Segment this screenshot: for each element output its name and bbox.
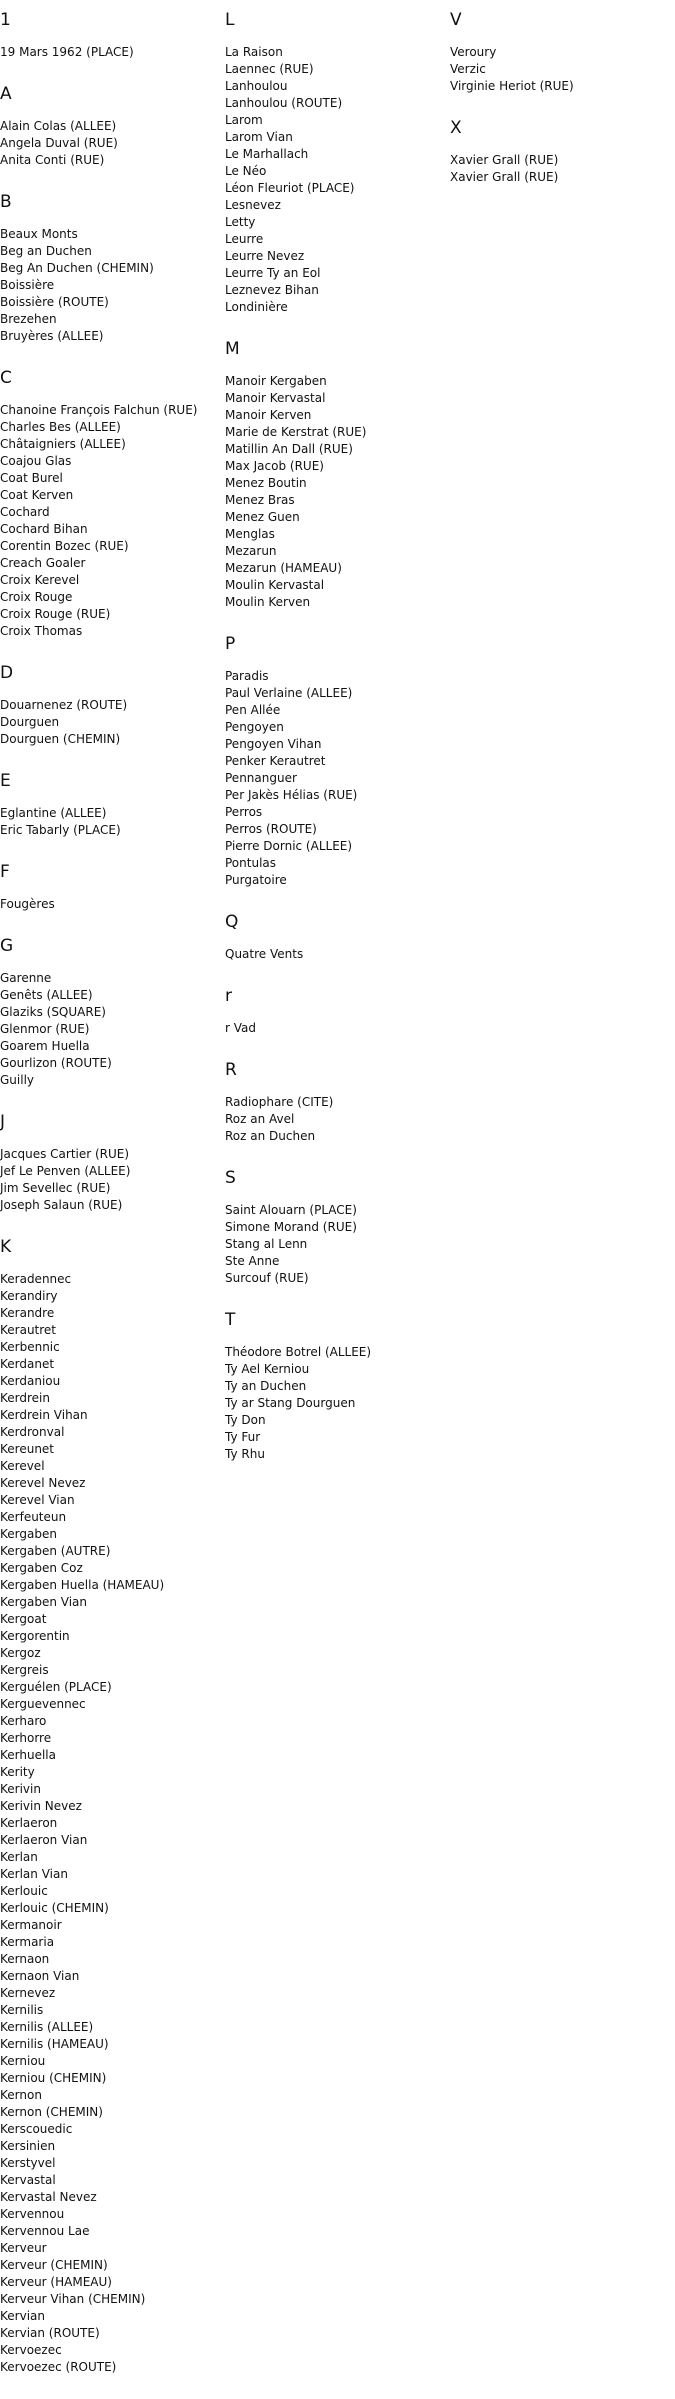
street-list [0, 1271, 225, 2376]
letter-heading: R [225, 1060, 237, 1080]
street-name: Kergoat [0, 1612, 47, 1626]
street-name: Croix Rouge [0, 590, 73, 604]
letter-section [225, 1168, 450, 1287]
street-name: Manoir Kergaben [225, 374, 327, 388]
letter-heading: 1 [0, 10, 11, 30]
street-name: Kerdronval [0, 1425, 65, 1439]
street-name: Kernilis [0, 2003, 44, 2017]
street-name: Kerdrein Vihan [0, 1408, 88, 1422]
street-name: Kergaben Coz [0, 1561, 83, 1575]
street-name: Ty Fur [225, 1430, 261, 1444]
street-name: Kernaon [0, 1952, 50, 1966]
street-name: Mezarun [225, 544, 277, 558]
letter-section [0, 1112, 225, 1214]
street-name: Larom [225, 113, 263, 127]
street-name: Ty Rhu [225, 1447, 265, 1461]
street-name: Ste Anne [225, 1254, 280, 1268]
street-list [225, 946, 450, 963]
street-name: Kerniou (CHEMIN) [0, 2071, 107, 2085]
letter-heading: P [225, 634, 236, 654]
street-name: Coajou Glas [0, 454, 72, 468]
street-name: Perros [225, 805, 263, 819]
street-name: Jef Le Penven (ALLEE) [0, 1164, 131, 1178]
street-name: Croix Thomas [0, 624, 83, 638]
street-name: Kereunet [0, 1442, 55, 1456]
street-name: Boissière [0, 278, 55, 292]
street-name: Per Jakès Hélias (RUE) [225, 788, 358, 802]
street-name: Moulin Kerven [225, 595, 311, 609]
letter-heading: T [225, 1310, 236, 1330]
street-name: Xavier Grall (RUE) [450, 153, 559, 167]
street-name: Glaziks (SQUARE) [0, 1005, 106, 1019]
street-name: Pennanguer [225, 771, 297, 785]
street-name: Quatre Vents [225, 947, 304, 961]
street-name: Fougères [0, 897, 55, 911]
street-name: Garenne [0, 971, 52, 985]
street-name: Brezehen [0, 312, 57, 326]
street-name: Châtaigniers (ALLEE) [0, 437, 126, 451]
street-name: Paradis [225, 669, 269, 683]
street-name: Max Jacob (RUE) [225, 459, 324, 473]
letter-heading: B [0, 192, 12, 212]
street-name: Letty [225, 215, 256, 229]
letter-section [0, 862, 225, 913]
street-name: Radiophare (CITE) [225, 1095, 334, 1109]
street-name: Kerevel [0, 1459, 45, 1473]
street-name: Kervoezec (ROUTE) [0, 2360, 117, 2374]
street-name: Eglantine (ALLEE) [0, 806, 107, 820]
street-name: Pontulas [225, 856, 277, 870]
street-name: Keradennec [0, 1272, 72, 1286]
street-name: Jacques Cartier (RUE) [0, 1147, 130, 1161]
street-name: Douarnenez (ROUTE) [0, 698, 128, 712]
street-list [0, 118, 225, 169]
letter-section [225, 634, 450, 889]
street-name: Ty Ael Kerniou [225, 1362, 310, 1376]
street-name: Kerautret [0, 1323, 57, 1337]
street-name: Kerveur [0, 2241, 47, 2255]
street-name: Kermanoir [0, 1918, 62, 1932]
street-name: Coat Burel [0, 471, 63, 485]
street-list [225, 1202, 450, 1287]
street-name: La Raison [225, 45, 283, 59]
letter-heading: J [0, 1112, 6, 1132]
street-name: Glenmor (RUE) [0, 1022, 90, 1036]
street-name: Saint Alouarn (PLACE) [225, 1203, 357, 1217]
street-list [225, 668, 450, 889]
letter-heading: G [0, 936, 14, 956]
street-name: Kerevel Vian [0, 1493, 75, 1507]
street-name: Londinière [225, 300, 288, 314]
street-list [0, 402, 225, 640]
street-name: Lanhoulou [225, 79, 288, 93]
street-name: Creach Goaler [0, 556, 86, 570]
street-name: Simone Morand (RUE) [225, 1220, 357, 1234]
street-name: Stang al Lenn [225, 1237, 308, 1251]
street-name: Ty ar Stang Dourguen [225, 1396, 356, 1410]
letter-heading: K [0, 1237, 12, 1257]
street-list [0, 1146, 225, 1214]
street-name: Kerguevennec [0, 1697, 86, 1711]
street-list [225, 44, 450, 316]
street-name: Kerlouic (CHEMIN) [0, 1901, 109, 1915]
street-name: Ty Don [225, 1413, 266, 1427]
street-name: Kernilis (HAMEAU) [0, 2037, 109, 2051]
street-name: Gourlizon (ROUTE) [0, 1056, 112, 1070]
street-name: Bruyères (ALLEE) [0, 329, 104, 343]
street-name: Beg an Duchen [0, 244, 92, 258]
street-name: Kerscouedic [0, 2122, 73, 2136]
street-name: Kerhorre [0, 1731, 52, 1745]
street-name: Kergorentin [0, 1629, 70, 1643]
street-name: Jim Sevellec (RUE) [0, 1181, 111, 1195]
street-name: Kerandre [0, 1306, 55, 1320]
street-name: Kerlouic [0, 1884, 48, 1898]
street-list [0, 896, 225, 913]
street-name: Kerdaniou [0, 1374, 61, 1388]
street-name: Kerlaeron [0, 1816, 58, 1830]
street-name: Kergoz [0, 1646, 41, 1660]
street-name: Virginie Heriot (RUE) [450, 79, 574, 93]
street-list [0, 970, 225, 1089]
letter-section [225, 912, 450, 963]
street-list [225, 1344, 450, 1463]
index-column-1 [0, 10, 225, 2399]
street-name: Leurre [225, 232, 264, 246]
street-name: Alain Colas (ALLEE) [0, 119, 117, 133]
street-list [0, 226, 225, 345]
street-name: Kergreis [0, 1663, 49, 1677]
street-name: Kerity [0, 1765, 35, 1779]
street-name: Angela Duval (RUE) [0, 136, 118, 150]
street-name: Larom Vian [225, 130, 293, 144]
street-name: Purgatoire [225, 873, 287, 887]
street-name: Kerlan Vian [0, 1867, 68, 1881]
street-name: Ty an Duchen [225, 1379, 307, 1393]
street-name: Pen Allée [225, 703, 281, 717]
street-name: Xavier Grall (RUE) [450, 170, 559, 184]
street-name: Dourguen [0, 715, 60, 729]
street-name: Kervoezec [0, 2343, 62, 2357]
street-name: Dourguen (CHEMIN) [0, 732, 121, 746]
street-list [225, 1094, 450, 1145]
letter-section [0, 936, 225, 1089]
street-name: Pengoyen [225, 720, 284, 734]
street-name: Kernevez [0, 1986, 56, 2000]
street-name: Kerguélen (PLACE) [0, 1680, 112, 1694]
street-name: Kerveur (HAMEAU) [0, 2275, 112, 2289]
street-name: Menez Bras [225, 493, 295, 507]
street-name: Beaux Monts [0, 227, 78, 241]
street-name: Roz an Duchen [225, 1129, 316, 1143]
letter-heading: r [225, 986, 232, 1006]
street-name: Genêts (ALLEE) [0, 988, 93, 1002]
street-name: Kerlaeron Vian [0, 1833, 88, 1847]
street-name: Kergaben [0, 1527, 57, 1541]
street-name: Corentin Bozec (RUE) [0, 539, 129, 553]
street-name: Kerfeuteun [0, 1510, 67, 1524]
street-name: Coat Kerven [0, 488, 74, 502]
street-name: Croix Kerevel [0, 573, 80, 587]
street-name: Boissière (ROUTE) [0, 295, 109, 309]
street-name: Kerharo [0, 1714, 47, 1728]
street-name: Kerniou [0, 2054, 46, 2068]
street-name: Kerveur (CHEMIN) [0, 2258, 108, 2272]
street-name: Perros (ROUTE) [225, 822, 317, 836]
letter-section [0, 771, 225, 839]
letter-heading: V [450, 10, 462, 30]
street-name: Moulin Kervastal [225, 578, 325, 592]
street-list [225, 1020, 450, 1037]
street-name: Kernilis (ALLEE) [0, 2020, 94, 2034]
letter-heading: S [225, 1168, 236, 1188]
street-name: Kermaria [0, 1935, 55, 1949]
street-name: Leznevez Bihan [225, 283, 319, 297]
street-name: Kernaon Vian [0, 1969, 80, 1983]
street-index-columns [0, 10, 675, 2399]
street-name: Le Néo [225, 164, 267, 178]
street-name: Kersinien [0, 2139, 56, 2153]
letter-section [0, 192, 225, 345]
letter-section [0, 368, 225, 640]
letter-section [0, 1237, 225, 2376]
street-name: Paul Verlaine (ALLEE) [225, 686, 353, 700]
street-name: Kerevel Nevez [0, 1476, 86, 1490]
street-name: Laennec (RUE) [225, 62, 314, 76]
street-name: Manoir Kerven [225, 408, 312, 422]
street-name: 19 Mars 1962 (PLACE) [0, 45, 134, 59]
street-list [450, 152, 675, 186]
street-name: Manoir Kervastal [225, 391, 326, 405]
street-name: Théodore Botrel (ALLEE) [225, 1345, 372, 1359]
letter-heading: X [450, 118, 462, 138]
street-name: Menez Boutin [225, 476, 307, 490]
street-name: Marie de Kerstrat (RUE) [225, 425, 367, 439]
street-name: Kerlan [0, 1850, 38, 1864]
street-name: Kergaben Vian [0, 1595, 88, 1609]
street-name: Kervian (ROUTE) [0, 2326, 100, 2340]
street-list [450, 44, 675, 95]
street-name: Kerivin [0, 1782, 41, 1796]
letter-heading: F [0, 862, 10, 882]
street-name: Le Marhallach [225, 147, 309, 161]
letter-heading: Q [225, 912, 239, 932]
street-name: Cochard [0, 505, 50, 519]
street-name: Lesnevez [225, 198, 281, 212]
street-name: Joseph Salaun (RUE) [0, 1198, 123, 1212]
street-name: Cochard Bihan [0, 522, 88, 536]
letter-section [225, 10, 450, 316]
letter-section [0, 663, 225, 748]
street-name: Roz an Avel [225, 1112, 295, 1126]
street-name: Kerstyvel [0, 2156, 56, 2170]
letter-heading: C [0, 368, 12, 388]
street-list [0, 44, 225, 61]
street-name: Kergaben Huella (HAMEAU) [0, 1578, 165, 1592]
letter-section [225, 986, 450, 1037]
street-name: Pengoyen Vihan [225, 737, 322, 751]
street-name: Veroury [450, 45, 497, 59]
street-name: Croix Rouge (RUE) [0, 607, 111, 621]
letter-section [0, 10, 225, 61]
street-name: Kervastal Nevez [0, 2190, 97, 2204]
street-name: Penker Kerautret [225, 754, 326, 768]
letter-section [225, 1060, 450, 1145]
street-name: Kerdrein [0, 1391, 50, 1405]
street-name: Menglas [225, 527, 275, 541]
street-name: Eric Tabarly (PLACE) [0, 823, 121, 837]
street-name: Charles Bes (ALLEE) [0, 420, 121, 434]
street-name: Kervian [0, 2309, 45, 2323]
street-name: Leurre Nevez [225, 249, 305, 263]
street-name: Guilly [0, 1073, 35, 1087]
street-name: Kergaben (AUTRE) [0, 1544, 111, 1558]
street-name: Kernon (CHEMIN) [0, 2105, 103, 2119]
index-column-2 [225, 10, 450, 1486]
street-name: r Vad [225, 1021, 256, 1035]
street-name: Kerhuella [0, 1748, 56, 1762]
street-name: Verzic [450, 62, 486, 76]
letter-heading: L [225, 10, 235, 30]
street-name: Kerdanet [0, 1357, 55, 1371]
street-name: Chanoine François Falchun (RUE) [0, 403, 198, 417]
letter-section [225, 339, 450, 611]
street-name: Goarem Huella [0, 1039, 90, 1053]
letter-heading: E [0, 771, 11, 791]
street-name: Menez Guen [225, 510, 300, 524]
street-name: Matillin An Dall (RUE) [225, 442, 353, 456]
letter-heading: M [225, 339, 240, 359]
street-list [0, 805, 225, 839]
street-name: Mezarun (HAMEAU) [225, 561, 342, 575]
street-list [225, 373, 450, 611]
letter-section [0, 84, 225, 169]
street-name: Pierre Dornic (ALLEE) [225, 839, 353, 853]
street-name: Leurre Ty an Eol [225, 266, 321, 280]
street-list [0, 697, 225, 748]
street-name: Kernon [0, 2088, 42, 2102]
street-name: Beg An Duchen (CHEMIN) [0, 261, 154, 275]
index-column-3 [450, 10, 675, 209]
street-name: Kervennou Lae [0, 2224, 90, 2238]
letter-section [225, 1310, 450, 1463]
street-name: Surcouf (RUE) [225, 1271, 309, 1285]
letter-section [450, 10, 675, 95]
street-name: Kerandiry [0, 1289, 58, 1303]
letter-heading: D [0, 663, 14, 683]
street-name: Kervastal [0, 2173, 56, 2187]
street-name: Kervennou [0, 2207, 65, 2221]
street-name: Anita Conti (RUE) [0, 153, 105, 167]
street-name: Kerivin Nevez [0, 1799, 82, 1813]
street-name: Kerveur Vihan (CHEMIN) [0, 2292, 146, 2306]
street-name: Lanhoulou (ROUTE) [225, 96, 343, 110]
street-name: Léon Fleuriot (PLACE) [225, 181, 355, 195]
street-name: Kerbennic [0, 1340, 60, 1354]
letter-section [450, 118, 675, 186]
letter-heading: A [0, 84, 12, 104]
